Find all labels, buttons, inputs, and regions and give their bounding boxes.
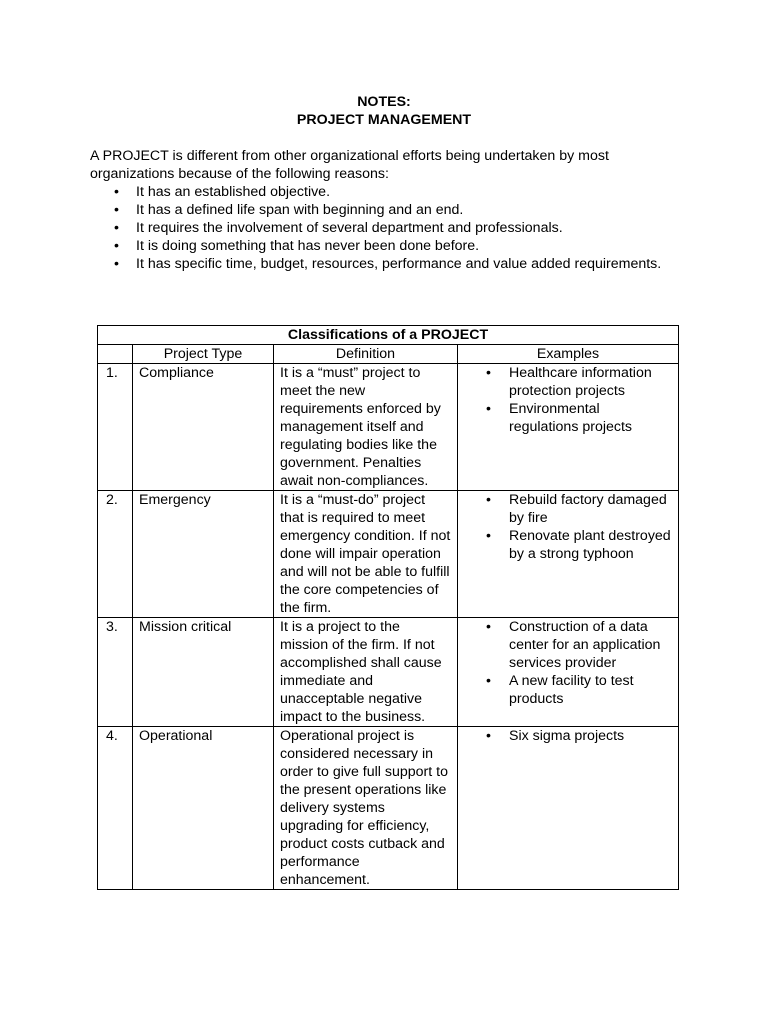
reasons-list	[90, 183, 690, 273]
examples	[458, 618, 679, 727]
row-number: 1.	[98, 364, 133, 491]
bullet-icon: •	[114, 220, 119, 236]
examples	[458, 727, 679, 890]
project-type: Compliance	[133, 364, 274, 491]
definition: It is a “must-do” project that is required to meet emergency condition. If not done will impair operation and will not be able to fulfill the core competencies of the firm.	[274, 491, 458, 618]
bullet-icon: •	[486, 492, 491, 508]
examples-list	[464, 727, 672, 745]
bullet-icon: •	[114, 256, 119, 272]
reason-text: It requires the involvement of several department and professionals.	[136, 220, 563, 236]
bullet-icon: •	[114, 202, 119, 218]
bullet-icon: •	[486, 528, 491, 544]
reason-text: It is doing something that has never been done before.	[136, 238, 480, 254]
table-row	[98, 618, 679, 727]
bullet-icon: •	[114, 184, 119, 200]
document-title: PROJECT MANAGEMENT	[296, 112, 472, 128]
column-header-definition: Definition	[274, 345, 458, 364]
reason-text: It has an established objective.	[136, 184, 331, 200]
example-text: Renovate plant destroyed by a strong typhoon	[509, 528, 671, 562]
table-row	[98, 727, 679, 890]
bullet-icon: •	[114, 238, 119, 254]
definition: Operational project is considered necessary in order to give full support to the present operations like delivery systems upgrading for efficiency, product costs cutback and performance enhancement.	[274, 727, 458, 890]
row-number: 4.	[98, 727, 133, 890]
column-header-examples: Examples	[458, 345, 679, 364]
bullet-icon: •	[486, 673, 491, 689]
example-text: Healthcare information protection projects	[509, 365, 652, 399]
examples-list	[464, 364, 672, 436]
example-text: Construction of a data center for an application services provider	[509, 619, 661, 671]
table-header-row	[98, 345, 679, 364]
column-header-project-type: Project Type	[133, 345, 274, 364]
reason-item	[90, 255, 690, 273]
example-item	[464, 364, 672, 400]
number-header	[98, 345, 133, 364]
example-text: Six sigma projects	[509, 728, 625, 744]
classifications-table	[97, 325, 679, 890]
notes-heading: NOTES:	[357, 94, 411, 110]
definition: It is a project to the mission of the firm. If not accomplished shall cause immediate and unacceptable negative impact to the business.	[274, 618, 458, 727]
reason-item	[90, 219, 690, 237]
example-item	[464, 727, 672, 745]
example-text: Rebuild factory damaged by fire	[509, 492, 667, 526]
reason-item	[90, 183, 690, 201]
example-item	[464, 400, 672, 436]
example-item	[464, 527, 672, 563]
intro-section	[90, 147, 690, 273]
example-item	[464, 672, 672, 708]
bullet-icon: •	[486, 728, 491, 744]
reason-item	[90, 237, 690, 255]
reason-text: It has a defined life span with beginning and an end.	[136, 202, 464, 218]
project-type: Emergency	[133, 491, 274, 618]
row-number: 2.	[98, 491, 133, 618]
examples-list	[464, 491, 672, 563]
example-text: Environmental regulations projects	[509, 401, 633, 435]
definition: It is a “must” project to meet the new requirements enforced by management itself and regulating bodies like the government. Penalties await non-compliances.	[274, 364, 458, 491]
bullet-icon: •	[486, 619, 491, 635]
example-item	[464, 491, 672, 527]
table-caption: Classifications of a PROJECT	[98, 326, 679, 345]
project-type: Mission critical	[133, 618, 274, 727]
examples-list	[464, 618, 672, 708]
row-number: 3.	[98, 618, 133, 727]
table-row	[98, 364, 679, 491]
reason-text: It has specific time, budget, resources, performance and value added requirements.	[136, 256, 662, 272]
bullet-icon: •	[486, 365, 491, 381]
intro-paragraph: A PROJECT is different from other organizational efforts being undertaken by most organizations because of the following reasons:	[90, 148, 609, 182]
reason-item	[90, 201, 690, 219]
examples	[458, 491, 679, 618]
table-caption-row	[98, 326, 679, 345]
examples	[458, 364, 679, 491]
example-text: A new facility to test products	[509, 673, 634, 707]
table-row	[98, 491, 679, 618]
bullet-icon: •	[486, 401, 491, 417]
example-item	[464, 618, 672, 672]
project-type: Operational	[133, 727, 274, 890]
